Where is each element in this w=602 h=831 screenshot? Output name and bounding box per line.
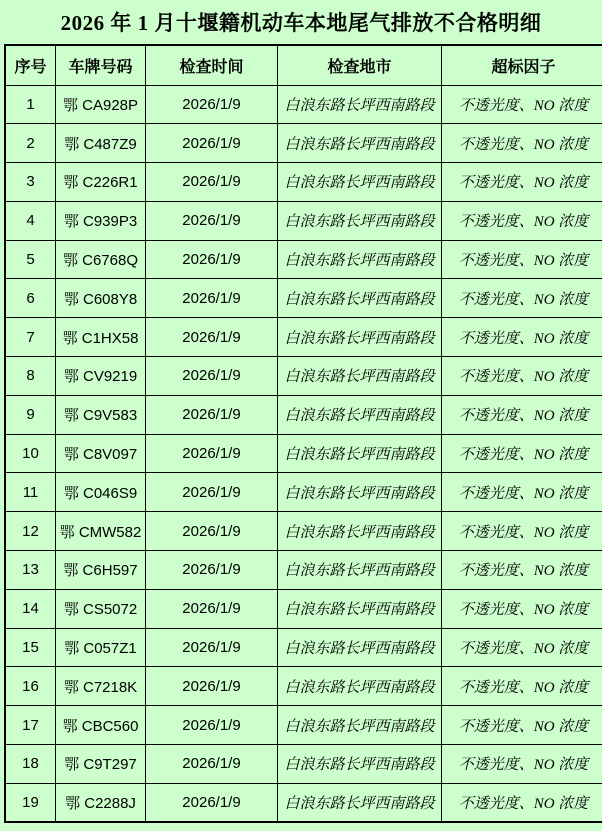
cell-factor: 不透光度、NO 浓度 — [442, 667, 602, 706]
table-row — [5, 706, 602, 745]
table-row — [5, 357, 602, 396]
cell-index: 3 — [5, 163, 56, 202]
cell-factor: 不透光度、NO 浓度 — [442, 395, 602, 434]
cell-factor: 不透光度、NO 浓度 — [442, 318, 602, 357]
cell-plate: 鄂 CBC560 — [56, 706, 146, 745]
cell-plate: 鄂 C8V097 — [56, 434, 146, 473]
table-row — [5, 473, 602, 512]
cell-location: 白浪东路长坪西南路段 — [278, 512, 442, 551]
cell-index: 1 — [5, 85, 56, 124]
cell-plate: 鄂 C6768Q — [56, 240, 146, 279]
cell-plate: 鄂 C1HX58 — [56, 318, 146, 357]
table-row — [5, 201, 602, 240]
table-row — [5, 434, 602, 473]
table-row — [5, 395, 602, 434]
cell-location: 白浪东路长坪西南路段 — [278, 745, 442, 784]
cell-date: 2026/1/9 — [146, 783, 278, 822]
cell-date: 2026/1/9 — [146, 745, 278, 784]
cell-factor: 不透光度、NO 浓度 — [442, 163, 602, 202]
cell-index: 13 — [5, 551, 56, 590]
cell-index: 12 — [5, 512, 56, 551]
emissions-table — [4, 44, 602, 823]
cell-location: 白浪东路长坪西南路段 — [278, 434, 442, 473]
cell-factor: 不透光度、NO 浓度 — [442, 628, 602, 667]
table-body — [5, 85, 602, 822]
cell-date: 2026/1/9 — [146, 163, 278, 202]
cell-plate: 鄂 C057Z1 — [56, 628, 146, 667]
cell-location: 白浪东路长坪西南路段 — [278, 240, 442, 279]
cell-index: 11 — [5, 473, 56, 512]
table-row — [5, 745, 602, 784]
cell-factor: 不透光度、NO 浓度 — [442, 551, 602, 590]
cell-plate: 鄂 C7218K — [56, 667, 146, 706]
header-row — [5, 45, 602, 85]
cell-location: 白浪东路长坪西南路段 — [278, 783, 442, 822]
cell-factor: 不透光度、NO 浓度 — [442, 201, 602, 240]
cell-date: 2026/1/9 — [146, 706, 278, 745]
cell-index: 4 — [5, 201, 56, 240]
table-row — [5, 163, 602, 202]
column-header-plate: 车牌号码 — [56, 45, 146, 85]
cell-location: 白浪东路长坪西南路段 — [278, 279, 442, 318]
cell-index: 7 — [5, 318, 56, 357]
column-header-location: 检查地市 — [278, 45, 442, 85]
cell-location: 白浪东路长坪西南路段 — [278, 628, 442, 667]
cell-location: 白浪东路长坪西南路段 — [278, 473, 442, 512]
cell-location: 白浪东路长坪西南路段 — [278, 706, 442, 745]
cell-factor: 不透光度、NO 浓度 — [442, 745, 602, 784]
cell-index: 19 — [5, 783, 56, 822]
cell-plate: 鄂 C9T297 — [56, 745, 146, 784]
table-row — [5, 551, 602, 590]
cell-location: 白浪东路长坪西南路段 — [278, 201, 442, 240]
cell-plate: 鄂 C046S9 — [56, 473, 146, 512]
cell-factor: 不透光度、NO 浓度 — [442, 85, 602, 124]
cell-factor: 不透光度、NO 浓度 — [442, 473, 602, 512]
cell-date: 2026/1/9 — [146, 434, 278, 473]
cell-index: 17 — [5, 706, 56, 745]
cell-plate: 鄂 CV9219 — [56, 357, 146, 396]
cell-factor: 不透光度、NO 浓度 — [442, 240, 602, 279]
cell-plate: 鄂 C487Z9 — [56, 124, 146, 163]
cell-date: 2026/1/9 — [146, 473, 278, 512]
cell-date: 2026/1/9 — [146, 124, 278, 163]
table-header — [5, 45, 602, 85]
cell-index: 10 — [5, 434, 56, 473]
column-header-index: 序号 — [5, 45, 56, 85]
cell-date: 2026/1/9 — [146, 512, 278, 551]
cell-index: 5 — [5, 240, 56, 279]
cell-location: 白浪东路长坪西南路段 — [278, 357, 442, 396]
cell-plate: 鄂 C9V583 — [56, 395, 146, 434]
cell-index: 18 — [5, 745, 56, 784]
cell-date: 2026/1/9 — [146, 628, 278, 667]
cell-factor: 不透光度、NO 浓度 — [442, 434, 602, 473]
table-row — [5, 783, 602, 822]
cell-index: 6 — [5, 279, 56, 318]
table-row — [5, 124, 602, 163]
cell-date: 2026/1/9 — [146, 589, 278, 628]
cell-plate: 鄂 CMW582 — [56, 512, 146, 551]
cell-index: 15 — [5, 628, 56, 667]
column-header-factor: 超标因子 — [442, 45, 602, 85]
cell-plate: 鄂 C608Y8 — [56, 279, 146, 318]
cell-plate: 鄂 CS5072 — [56, 589, 146, 628]
cell-factor: 不透光度、NO 浓度 — [442, 124, 602, 163]
cell-date: 2026/1/9 — [146, 357, 278, 396]
cell-location: 白浪东路长坪西南路段 — [278, 667, 442, 706]
table-row — [5, 667, 602, 706]
cell-factor: 不透光度、NO 浓度 — [442, 279, 602, 318]
page-title: 2026 年 1 月十堰籍机动车本地尾气排放不合格明细 — [60, 11, 542, 35]
table-row — [5, 512, 602, 551]
cell-location: 白浪东路长坪西南路段 — [278, 318, 442, 357]
cell-index: 2 — [5, 124, 56, 163]
cell-factor: 不透光度、NO 浓度 — [442, 589, 602, 628]
cell-index: 14 — [5, 589, 56, 628]
cell-index: 8 — [5, 357, 56, 396]
table-row — [5, 85, 602, 124]
cell-factor: 不透光度、NO 浓度 — [442, 706, 602, 745]
cell-plate: 鄂 C6H597 — [56, 551, 146, 590]
table-row — [5, 589, 602, 628]
table-row — [5, 628, 602, 667]
cell-location: 白浪东路长坪西南路段 — [278, 551, 442, 590]
cell-location: 白浪东路长坪西南路段 — [278, 85, 442, 124]
cell-date: 2026/1/9 — [146, 395, 278, 434]
cell-plate: 鄂 C939P3 — [56, 201, 146, 240]
cell-location: 白浪东路长坪西南路段 — [278, 163, 442, 202]
cell-date: 2026/1/9 — [146, 318, 278, 357]
cell-plate: 鄂 C226R1 — [56, 163, 146, 202]
cell-index: 9 — [5, 395, 56, 434]
cell-location: 白浪东路长坪西南路段 — [278, 124, 442, 163]
cell-date: 2026/1/9 — [146, 240, 278, 279]
cell-factor: 不透光度、NO 浓度 — [442, 783, 602, 822]
cell-location: 白浪东路长坪西南路段 — [278, 589, 442, 628]
cell-date: 2026/1/9 — [146, 85, 278, 124]
cell-plate: 鄂 C2288J — [56, 783, 146, 822]
cell-date: 2026/1/9 — [146, 667, 278, 706]
cell-date: 2026/1/9 — [146, 279, 278, 318]
table-row — [5, 279, 602, 318]
table-row — [5, 318, 602, 357]
cell-plate: 鄂 CA928P — [56, 85, 146, 124]
cell-factor: 不透光度、NO 浓度 — [442, 357, 602, 396]
cell-location: 白浪东路长坪西南路段 — [278, 395, 442, 434]
cell-date: 2026/1/9 — [146, 551, 278, 590]
cell-factor: 不透光度、NO 浓度 — [442, 512, 602, 551]
column-header-time: 检查时间 — [146, 45, 278, 85]
table-row — [5, 240, 602, 279]
cell-index: 16 — [5, 667, 56, 706]
cell-date: 2026/1/9 — [146, 201, 278, 240]
